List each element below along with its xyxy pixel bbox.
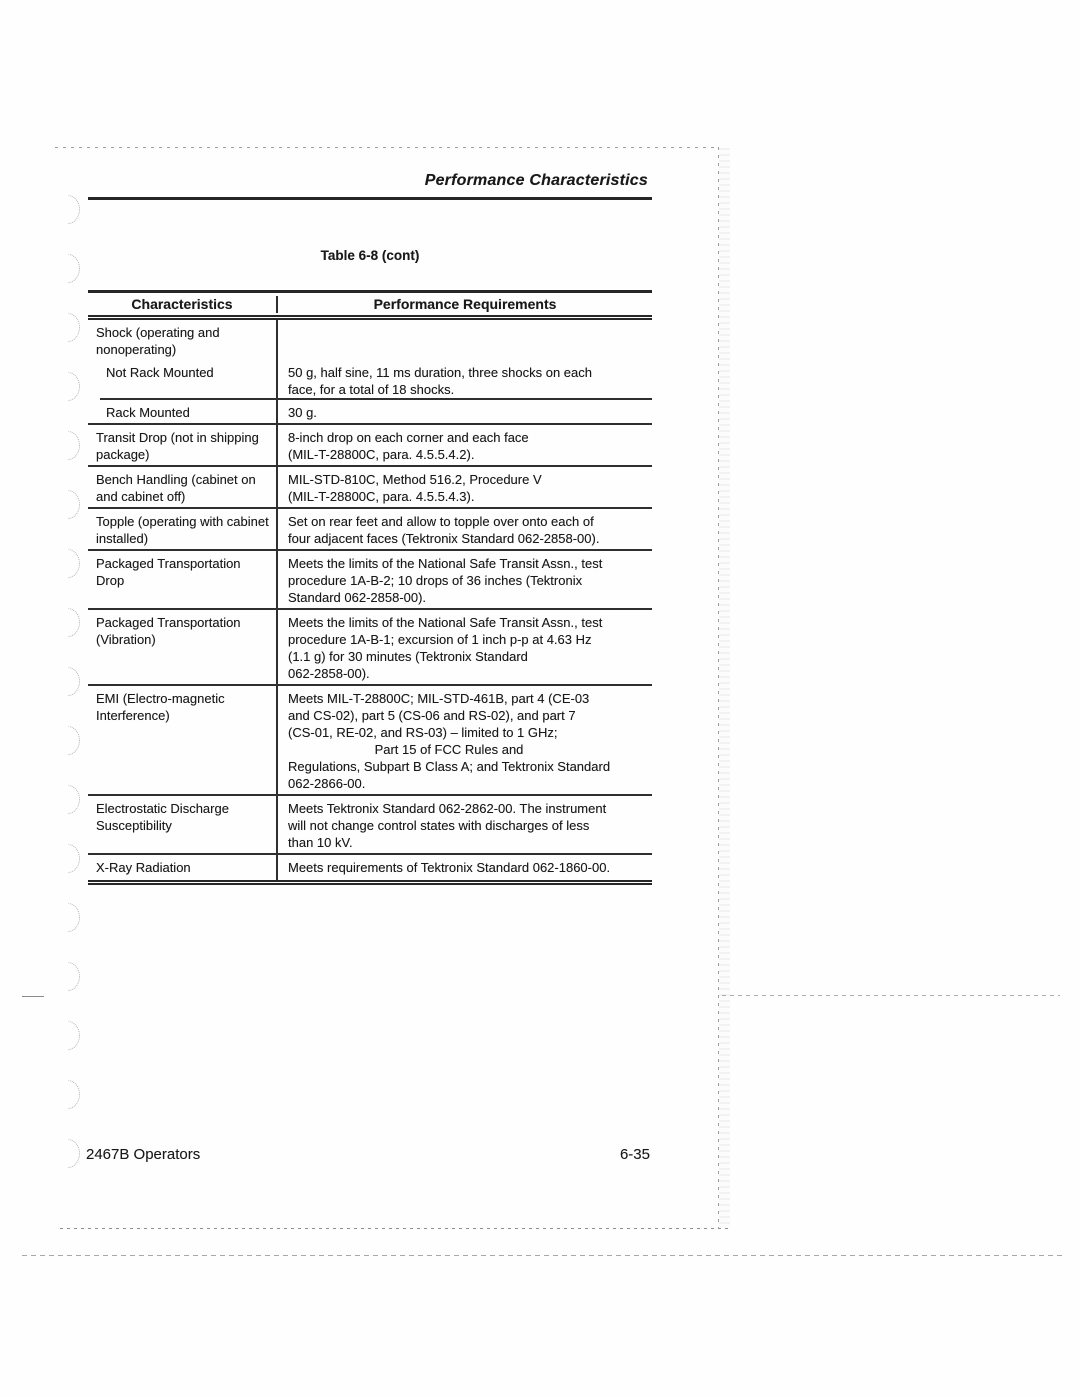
table-row [88, 509, 652, 551]
characteristic-cell: Rack Mounted [88, 400, 278, 423]
table-row [88, 467, 652, 509]
requirement-line: 062-2866-00. [288, 776, 366, 791]
requirement-line: Meets MIL-T-28800C; MIL-STD-461B, part 4 (CE-03 [288, 691, 590, 706]
table-row [88, 686, 652, 796]
spiral-mark [56, 549, 80, 578]
table-body [88, 320, 652, 880]
footer-document-title: 2467B Operators [86, 1146, 201, 1163]
requirement-line: Part 15 of FCC Rules and [374, 742, 524, 757]
requirement-line: Meets the limits of the National Safe Transit Assn., test [288, 615, 603, 630]
requirement-line: will not change control states with discharges of less [288, 818, 590, 833]
requirement-line: Regulations, Subpart B Class A; and Tektronix Standard [288, 759, 611, 774]
requirement-line: face, for a total of 18 shocks. [288, 382, 455, 397]
performance-table [88, 290, 652, 885]
requirement-line: procedure 1A-B-2; 10 drops of 36 inches (Tektronix [288, 573, 583, 588]
requirement-line: (MIL-T-28800C, para. 4.5.5.4.3). [288, 489, 475, 504]
requirement-cell [278, 360, 652, 400]
characteristic-cell: Packaged Transportation (Vibration) [88, 610, 278, 684]
column-header-characteristics: Characteristics [88, 296, 278, 313]
requirement-cell [278, 551, 652, 608]
requirement-line: procedure 1A-B-1; excursion of 1 inch p-p at 4.63 Hz [288, 632, 592, 647]
scan-bottom-dashed-line [22, 1255, 1062, 1256]
requirement-line: and CS-02), part 5 (CS-06 and RS-02), and part 7 [288, 708, 576, 723]
requirement-cell [278, 796, 652, 853]
spiral-mark [56, 195, 80, 224]
requirement-cell [278, 400, 652, 423]
requirement-cell [278, 509, 652, 549]
requirement-line: Meets requirements of Tektronix Standard 062-1860-00. [288, 860, 611, 875]
table-row [88, 360, 652, 400]
requirement-line: MIL-STD-810C, Method 516.2, Procedure V [288, 472, 542, 487]
requirement-cell [278, 686, 652, 794]
requirement-line: 062-2858-00). [288, 666, 370, 681]
spiral-mark [56, 1021, 80, 1050]
scan-middle-dashed-line [722, 995, 1060, 996]
spiral-mark [56, 667, 80, 696]
table-row [88, 796, 652, 855]
spiral-mark [56, 254, 80, 283]
requirement-line: (MIL-T-28800C, para. 4.5.5.4.2). [288, 447, 475, 462]
table-header-row [88, 293, 652, 320]
requirement-line: 8-inch drop on each corner and each face [288, 430, 529, 445]
spiral-mark [56, 844, 80, 873]
requirement-line: Meets Tektronix Standard 062-2862-00. The instrument [288, 801, 607, 816]
requirement-line: Set on rear feet and allow to topple over onto each of [288, 514, 594, 529]
table-row [88, 320, 652, 360]
footer-page-number: 6-35 [619, 1146, 650, 1163]
page-edge-shadow [719, 148, 730, 1228]
requirement-line: Meets the limits of the National Safe Transit Assn., test [288, 556, 603, 571]
spiral-mark [56, 608, 80, 637]
characteristic-cell: Not Rack Mounted [88, 360, 278, 400]
spiral-mark [56, 372, 80, 401]
table-row [88, 855, 652, 880]
requirement-line: (1.1 g) for 30 minutes (Tektronix Standard [288, 649, 528, 664]
requirement-line: four adjacent faces (Tektronix Standard 062-2858-00). [288, 531, 600, 546]
spiral-mark [56, 1080, 80, 1109]
characteristic-cell: X-Ray Radiation [88, 855, 278, 880]
page-edge-top [55, 147, 718, 148]
characteristic-cell: Topple (operating with cabinet installed) [88, 509, 278, 549]
table-row [88, 551, 652, 610]
spiral-mark [56, 490, 80, 519]
requirement-line: 30 g. [288, 405, 317, 420]
requirement-cell [278, 855, 652, 880]
requirement-cell [278, 425, 652, 465]
characteristic-cell: Electrostatic Discharge Susceptibility [88, 796, 278, 853]
scan-left-dash-mark [22, 996, 44, 997]
requirement-cell [278, 320, 652, 360]
characteristic-cell: Bench Handling (cabinet on and cabinet off) [88, 467, 278, 507]
spiral-mark [56, 962, 80, 991]
requirement-cell [278, 610, 652, 684]
requirement-cell [278, 467, 652, 507]
table-row [88, 425, 652, 467]
spiral-mark [56, 785, 80, 814]
page-title: Performance Characteristics [424, 172, 648, 189]
spiral-mark [56, 726, 80, 755]
table-row [88, 610, 652, 686]
requirement-line: (CS-01, RE-02, and RS-03) – limited to 1 GHz; [288, 725, 558, 740]
table-caption: Table 6-8 (cont) [320, 248, 420, 263]
page-edge-bottom [60, 1228, 731, 1229]
characteristic-cell: EMI (Electro-magnetic Interference) [88, 686, 278, 794]
requirement-line: than 10 kV. [288, 835, 353, 850]
table-row [88, 400, 652, 425]
characteristic-cell: Transit Drop (not in shipping package) [88, 425, 278, 465]
characteristic-cell: Packaged Transportation Drop [88, 551, 278, 608]
spiral-mark [56, 903, 80, 932]
requirement-line: Standard 062-2858-00). [288, 590, 427, 605]
spiral-mark [56, 1139, 80, 1168]
spiral-mark [56, 313, 80, 342]
requirement-line: 50 g, half sine, 11 ms duration, three shocks on each [288, 365, 592, 380]
spiral-mark [56, 431, 80, 460]
header-rule [88, 197, 652, 200]
characteristic-cell: Shock (operating and nonoperating) [88, 320, 278, 360]
column-header-requirements: Performance Requirements [373, 295, 557, 312]
